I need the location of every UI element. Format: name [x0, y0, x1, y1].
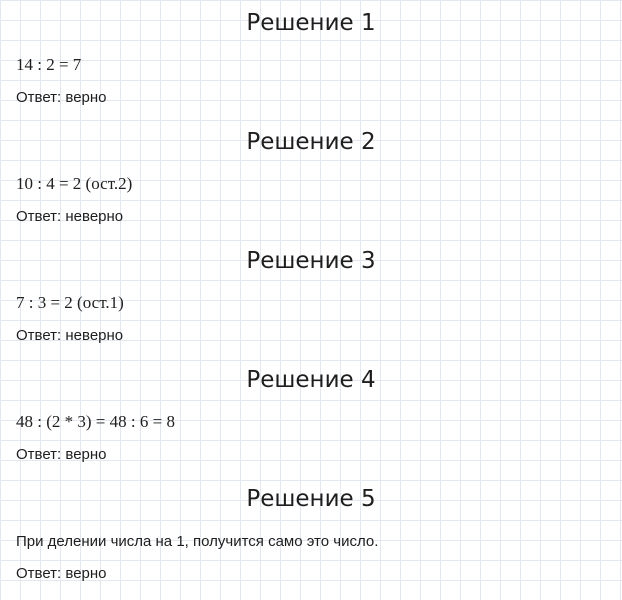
solution-title: Решение 3	[246, 248, 376, 274]
solution-expression: 10 : 4 = 2 (ост.2)	[16, 174, 133, 193]
solution-answer: Ответ: верно	[16, 89, 107, 106]
solution-expression: 14 : 2 = 7	[16, 55, 82, 74]
solution-answer: Ответ: неверно	[16, 208, 124, 225]
solution-answer: Ответ: верно	[16, 446, 107, 463]
solution-5	[0, 484, 622, 582]
solution-4	[0, 365, 622, 463]
solution-answer: Ответ: верно	[16, 565, 107, 582]
solution-title: Решение 4	[246, 367, 376, 393]
solution-expression: 48 : (2 * 3) = 48 : 6 = 8	[16, 412, 175, 431]
solution-title: Решение 2	[246, 129, 376, 155]
solution-2	[0, 127, 622, 225]
solution-3	[0, 246, 622, 344]
solution-expression: 7 : 3 = 2 (ост.1)	[16, 293, 124, 312]
solution-title: Решение 1	[246, 10, 376, 36]
solution-title: Решение 5	[246, 486, 376, 512]
solution-explanation: При делении числа на 1, получится само это число.	[16, 533, 379, 550]
solution-1	[0, 8, 622, 106]
solution-answer: Ответ: неверно	[16, 327, 124, 344]
